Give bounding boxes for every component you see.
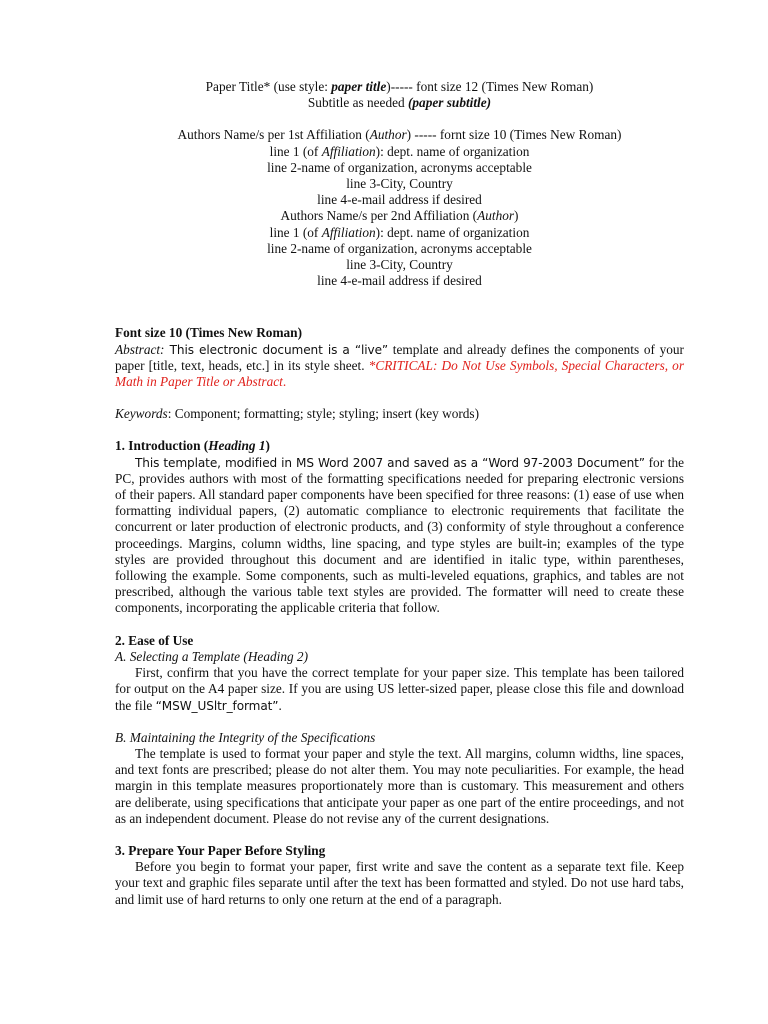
keywords-label: Keywords [115,406,168,422]
heading-ease-of-use: 2. Ease of Use [115,632,194,648]
abstract-text-mono: This electronic document is a “live” [164,342,389,357]
line1-italic: Affiliation [321,224,376,240]
intro-text-mono: This template, modified in MS Word 2007 and saved as a “Word 97-2003 Document” [135,455,645,470]
subtitle-style: (paper subtitle) [407,95,492,111]
authors-role: Author [369,127,407,143]
affiliation-line-4: line 4-e-mail address if desired [317,192,482,208]
authors-lead: Authors Name/s per 1st Affiliation ( [177,127,370,143]
subtitle-lead: Subtitle as needed [307,95,408,111]
affiliation-line-1 [115,225,684,241]
paper-title-tail: )----- font size 12 (Times New Roman) [386,79,594,94]
heading-italic: Heading 1 [208,438,266,454]
line1-lead: line 1 (of [269,143,322,159]
heading-introduction [115,438,684,454]
selecting-end: . [278,697,282,713]
affiliation-line-4: line 4-e-mail address if desired [317,273,482,289]
abstract-label: Abstract: [115,341,165,357]
subheading-selecting-template: A. Selecting a Template (Heading 2) [115,648,309,664]
subheading-integrity: B. Maintaining the Integrity of the Specifications [115,729,376,745]
keywords-text: : Component; formatting; style; styling; insert (key words) [167,406,480,422]
line1-lead: line 1 (of [269,224,322,240]
integrity-paragraph: The template is used to format your paper and style the text. All margins, column widths, line spaces, and text fonts are prescribed; please do not alter them. You may note peculiarities. For example, the head margin in this template measures proportionately more than is customary. This measurement and others are deliberate, using specifications that anticipate your paper as one part of the entire proceedings, and not as an independent document. Please do not revise any of the current designations. [115,745,684,826]
paper-title [115,79,684,95]
affiliation-line-3: line 3-City, Country [346,176,453,192]
heading-tail: ) [265,438,270,454]
affiliation-line-1 [115,144,684,160]
prepare-paragraph: Before you begin to format your paper, first write and save the content as a separate text file. Keep your text and graphic files separate until after the text has been formatted and styled. Do not use hard tabs, and limit use of hard returns to only one return at the end of a paragraph. [115,859,684,907]
abstract-paragraph [115,342,684,391]
abstract-critical: *CRITICAL: Do Not Use Symbols, Special Characters, or Math in Paper Title or Abstract [115,357,684,390]
line1-italic: Affiliation [321,143,376,159]
line1-tail: ): dept. name of organization [375,143,530,159]
authors-tail: ) ----- fornt size 10 (Times New Roman) [406,127,622,143]
heading-prepare-paper: 3. Prepare Your Paper Before Styling [115,842,326,858]
authors-lead: Authors Name/s per 2nd Affiliation ( [280,208,478,224]
authors-tail: ) [514,208,519,224]
affiliation-block-2 [115,208,684,289]
authors-role: Author [477,208,515,224]
affiliation-line-2: line 2-name of organization, acronyms acceptable [267,240,532,256]
document-page [115,79,684,908]
abstract-critical-end: . [282,374,287,390]
font-size-note: Font size 10 (Times New Roman) [115,325,302,341]
intro-text: for the PC, provides authors with most of the formatting specifications needed for preparing electronic versions of their papers. All standard paper components have been specified for three reasons: (1) ease of use when formatting individual papers, (2) automatic compliance to electronic requirements that facilitate the concurrent or later production of electronic products, and (3) conformity of style throughout a conference proceedings. Margins, column widths, line spacing, and type styles are built-in; examples of the type styles are provided throughout this document and are identified in italic type, within parentheses, following the example. Some components, such as multi-leveled equations, graphics, and tables are not prescribed, although the various table text styles are provided. The formatter will need to create these components, incorporating the applicable criteria that follow. [115,454,685,616]
paper-title-lead: Paper Title* (use style: [205,79,332,94]
line1-tail: ): dept. name of organization [375,224,530,240]
authors-line [115,208,684,224]
title-block [115,79,684,289]
heading-lead: 1. Introduction ( [115,438,209,454]
affiliation-block-1 [115,127,684,208]
paper-subtitle [115,95,684,111]
authors-line [115,127,684,143]
selecting-file-name: “MSW_USltr_format” [155,698,279,713]
abstract-text: template and already defines the components of your paper [title, text, heads, etc.] in its style sheet. [115,341,684,373]
selecting-text: First, confirm that you have the correct template for your paper size. This template has been tailored for output on the A4 paper size. If you are using US letter-sized paper, please close this file and download the file [115,665,684,713]
selecting-template-paragraph [115,665,684,714]
paper-title-style: paper title [331,79,387,94]
affiliation-line-3: line 3-City, Country [346,257,453,273]
introduction-paragraph [115,455,684,617]
keywords-paragraph [115,406,684,422]
affiliation-line-2: line 2-name of organization, acronyms acceptable [267,159,532,175]
